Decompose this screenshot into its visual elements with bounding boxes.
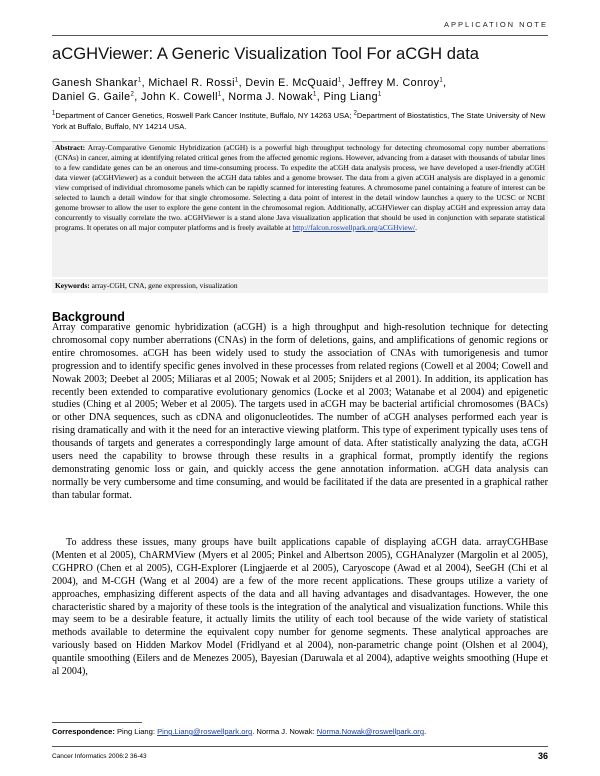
- author: Jeffrey M. Conroy$^1$: [348, 77, 444, 89]
- body-paragraph-1: Array comparative genomic hybridization (aCGH) is a high throughput and high-resolution technique for detecting chromosomal copy number aberrations (CNAs) in the form of deletions, gains, and amplifications of genomic regions or entire chromosomes. aCGH has been widely used to study the association of CNAs with tumorigenesis and tumor progression and to identify specific genes involved in these processes from related regions (Cowell et al 2004; Cowell and Nowak 2003; Deebet al 2005; Miliaras et al 2005; Nowak et al 2005; Snijders et al 2001). In addition, its application has recently been extended to comparative evolutionary genomics (Locke et al 2003; Watanabe et al 2004) and epigenetic studies (Ching et al 2005; Weber et al 2005). The targets used in aCGH may be bacterial artificial chromosomes (BACs) or other DNA sequences, such as cDNA and oligonucleotides. The number of aCGH analyses performed each year is rising dramatically and with it the need for an interactive viewing platform. This type of experiment typically uses tens of thousands of targets and generates a correspondingly large amount of data. After statistically analyzing the data, aCGH users need the capability to browse through these results in a graphical format, promptly identify the regions demonstrating genomic loss or gain, and quickly access the gene annotation information. aCGH data analysis can normally be very cumbersome and time consuming, and would be facilitated if the data are presented in a graphical rather than tabular format.: [52, 322, 548, 501]
- author: Devin E. McQuaid$^1$: [245, 77, 342, 89]
- email-link-nowak[interactable]: Norma.Nowak@roswellpark.org: [316, 727, 425, 736]
- author: Daniel G. Gaile$^2$: [52, 91, 135, 103]
- paper-title: aCGHViewer: A Generic Visualization Tool For aCGH data: [52, 44, 480, 63]
- author: Michael R. Rossi$^1$: [148, 77, 239, 89]
- keywords: Keywords: array-CGH, CNA, gene expression, visualization: [55, 281, 238, 290]
- article-type-label: APPLICATION NOTE: [444, 20, 548, 29]
- author: Norma J. Nowak$^1$: [228, 91, 317, 103]
- author: Ganesh Shankar$^1$: [52, 77, 142, 89]
- email-link-liang[interactable]: Ping.Liang@roswellpark.org: [157, 727, 253, 736]
- keywords-label: Keywords:: [55, 281, 90, 290]
- bottom-rule: [52, 746, 548, 747]
- abstract-label: Abstract:: [55, 143, 86, 152]
- author: Ping Liang$^1$: [323, 91, 382, 103]
- section-heading: Background: [52, 310, 125, 324]
- correspondence: Correspondence: Ping Liang: Ping.Liang@roswellpark.org. Norma J. Nowak: Norma.Nowak@roswellpark.org.: [52, 727, 427, 736]
- author: John K. Cowell$^1$: [140, 91, 222, 103]
- abstract: Abstract: Array-Comparative Genomic Hybridization (aCGH) is a powerful high throughput technology for detecting chromosomal copy number aberrations (CNAs) in cancer, aiming at identifying related critical genes from the affected genomic regions. However, advancing from a dataset with thousands of tabular lines to a few candidate genes can be an onerous and time-consuming process. To expedite the aCGH data analysis process, we have developed a user-friendly aCGH data viewer (aCGHViewer) as a conduit between the aCGH data tables and a genome browser. The data from a given aCGH analysis are displayed in a genomic view comprised of individual chromosome panels which can be rapidly scanned for interesting features. A chromosome panel containing a feature of interest can be selected to launch a detail window for that single chromosome. Selecting a data point of interest in the detail window launches a query to the UCSC or NCBI genome browser to allow the user to explore the gene content in the chromosomal region. Additionally, aCGHViewer can display aCGH and expression array data concurrently to visually correlate the two. aCGHViewer is a stand alone Java visualization application that should be used in conjunction with separate statistical programs. It operates on all major computer platforms and is freely available at http://falcon.roswellpark.org/aCGHview/.: [55, 143, 545, 232]
- author-list: Ganesh Shankar$^1$, Michael R. Rossi$^1$, Devin E. McQuaid$^1$, Jeffrey M. Conroy$^1$, Daniel G. Gaile$^2$, John K. Cowell$^1$, Norma J. Nowak$^1$, Ping Liang$^1$: [52, 77, 447, 103]
- body-paragraph-2: To address these issues, many groups have built applications capable of displaying aCGH data. arrayCGHBase (Menten et al 2005), ChARMView (Myers et al 2005; Pinkel and Albertson 2005), CGHAnalyzer (Margolin et al 2005), CGHPRO (Chen et al 2005), CGH-Explorer (Lingjaerde et al 2005), Caryoscope (Awad et al 2004), SeeGH (Chi et al 2004), and M-CGH (Wang et al 2004) are a few of the more recent applications. These groups utilize a variety of approaches, emphasizing different aspects of the data and all having advantages and disadvantages. However, the one characteristic shared by a majority of these tools is the integration of the analytical and visualization functions. While this may seem to be a desirable feature, it actually limits the utility of each tool because of the wide variety of statistical methods available to determine the equivalent copy number for genome segments. These analytical approaches are variously based on Hidden Markov Model (Fridlyand et al 2004), non-parametric change point (Olshen et al 2004), quantile smoothing (Eilers and de Menezes 2005), Bayesian (Daruwala et al 2004), adaptive weights smoothing (Hupe et al 2004),: [52, 537, 548, 678]
- page-number: 36: [537, 751, 548, 761]
- footnote-rule: [52, 722, 142, 723]
- journal-citation: Cancer Informatics 2006:2 36-43: [52, 753, 147, 760]
- top-rule: [52, 35, 548, 36]
- project-url-link[interactable]: http://falcon.roswellpark.org/aCGHview/: [292, 223, 416, 232]
- affiliations: $^1$Department of Cancer Genetics, Roswell Park Cancer Institute, Buffalo, NY 14263 USA; $^2$Department of Biostatistics, The State University of New York at Buffalo, Buffalo, NY 14214 USA.: [52, 110, 546, 131]
